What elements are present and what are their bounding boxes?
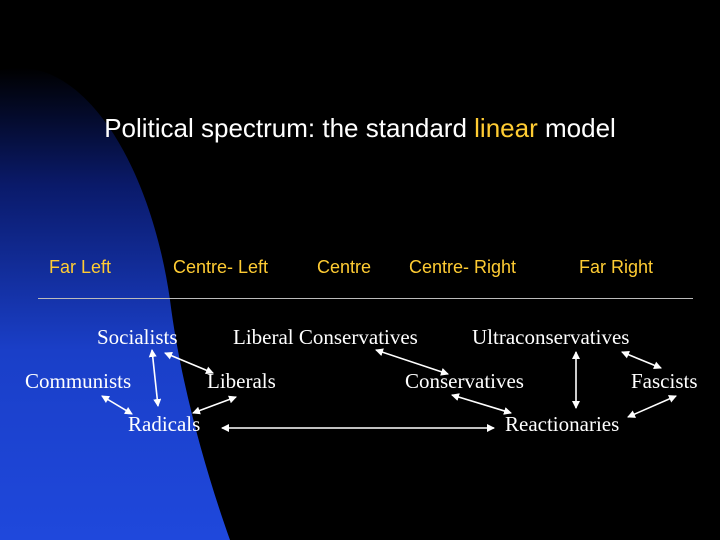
group-conservatives: Conservatives	[405, 369, 524, 393]
arrow-socialists-liberals	[165, 353, 213, 373]
arrow-fascists-reactionaries	[628, 396, 676, 417]
label-centre-left: Centre- Left	[173, 257, 269, 277]
group-reactionaries: Reactionaries	[505, 412, 620, 436]
label-centre-right: Centre- Right	[409, 257, 517, 277]
group-liberal-conservatives: Liberal Conservatives	[233, 325, 418, 349]
group-liberals: Liberals	[207, 369, 276, 393]
arrow-liberal-conservatives-conservatives	[376, 350, 448, 374]
arrow-ultraconservatives-fascists	[622, 352, 661, 368]
label-far-left: Far Left	[49, 257, 112, 277]
title-suffix: model	[544, 113, 616, 143]
group-communists: Communists	[25, 369, 132, 393]
arrow-conservatives-reactionaries	[452, 395, 511, 413]
group-radicals: Radicals	[128, 412, 201, 436]
title-accent: linear	[474, 113, 538, 143]
arrow-socialists-communists	[152, 350, 158, 406]
arrow-communists-radicals	[102, 396, 132, 414]
group-ultraconservatives: Ultraconservatives	[472, 325, 630, 349]
label-far-right: Far Right	[579, 257, 654, 277]
group-fascists: Fascists	[631, 369, 698, 393]
arrow-liberals-radicals	[193, 397, 236, 413]
title-prefix: Political spectrum: the standard	[104, 113, 467, 143]
label-centre: Centre	[317, 257, 372, 277]
group-socialists: Socialists	[97, 325, 178, 349]
